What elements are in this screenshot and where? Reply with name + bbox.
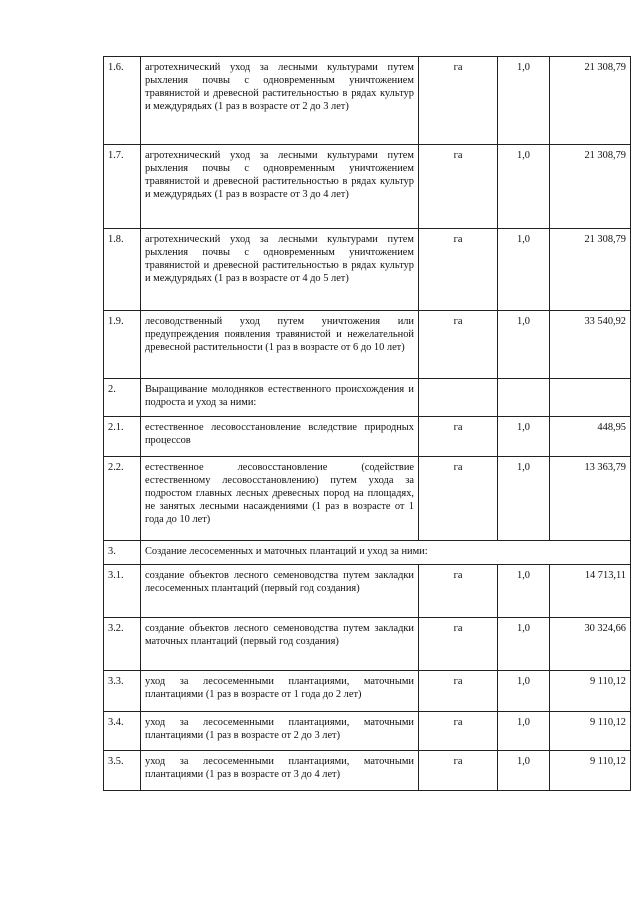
table-row (104, 145, 631, 229)
table-row (104, 751, 631, 791)
row-unit: га (419, 618, 498, 671)
row-quantity: 1,0 (498, 712, 550, 751)
section-title: Выращивание молодняков естественного происхождения и подроста и уход за ними: (141, 379, 419, 417)
row-price: 9 110,12 (550, 751, 631, 791)
table-row (104, 565, 631, 618)
row-price: 33 540,92 (550, 311, 631, 379)
row-price: 30 324,66 (550, 618, 631, 671)
section-title: Создание лесосеменных и маточных плантаций и уход за ними: (141, 541, 631, 565)
row-quantity: 1,0 (498, 229, 550, 311)
row-price: 14 713,11 (550, 565, 631, 618)
row-number: 1.9. (104, 311, 141, 379)
row-number: 3.1. (104, 565, 141, 618)
row-number: 1.6. (104, 57, 141, 145)
row-price (550, 379, 631, 417)
row-price: 9 110,12 (550, 671, 631, 712)
section-number: 3. (104, 541, 141, 565)
table-row (104, 712, 631, 751)
row-description: агротехнический уход за лесными культурами путем рыхления почвы с одновременным уничтожением травянистой и древесной растительностью в рядах культур и междурядьях (1 раз в возрасте от 2 до 3 лет) (141, 57, 419, 145)
row-description: естественное лесовосстановление вследствие природных процессов (141, 417, 419, 457)
row-unit: га (419, 457, 498, 541)
row-description: создание объектов лесного семеноводства путем закладки маточных плантаций (первый год создания) (141, 618, 419, 671)
row-number: 1.7. (104, 145, 141, 229)
section-row (104, 379, 631, 417)
row-quantity: 1,0 (498, 565, 550, 618)
row-unit: га (419, 229, 498, 311)
row-number: 1.8. (104, 229, 141, 311)
row-unit: га (419, 565, 498, 618)
row-number: 3.2. (104, 618, 141, 671)
row-price: 9 110,12 (550, 712, 631, 751)
table-row (104, 457, 631, 541)
row-unit: га (419, 712, 498, 751)
row-number: 3.3. (104, 671, 141, 712)
row-quantity: 1,0 (498, 457, 550, 541)
row-price: 21 308,79 (550, 229, 631, 311)
table-row (104, 57, 631, 145)
table-row (104, 229, 631, 311)
row-quantity: 1,0 (498, 417, 550, 457)
section-number: 2. (104, 379, 141, 417)
row-description: уход за лесосеменными плантациями, маточными плантациями (1 раз в возрасте от 3 до 4 лет) (141, 751, 419, 791)
row-number: 3.5. (104, 751, 141, 791)
row-quantity: 1,0 (498, 57, 550, 145)
table-row (104, 671, 631, 712)
row-unit: га (419, 145, 498, 229)
row-price: 13 363,79 (550, 457, 631, 541)
row-description: естественное лесовосстановление (содействие естественному лесовосстановлению) путем ухода за подростом главных лесных древесных пород на площадях, не занятых лесными насаждениями (1 раз в возрасте от 1 года до 10 лет) (141, 457, 419, 541)
row-number: 3.4. (104, 712, 141, 751)
section-row (104, 541, 631, 565)
table-row (104, 311, 631, 379)
row-price: 21 308,79 (550, 57, 631, 145)
row-unit: га (419, 417, 498, 457)
row-description: уход за лесосеменными плантациями, маточными плантациями (1 раз в возрасте от 1 года до 2 лет) (141, 671, 419, 712)
row-unit: га (419, 751, 498, 791)
rates-table (103, 56, 631, 791)
row-description: создание объектов лесного семеноводства путем закладки лесосеменных плантаций (первый год создания) (141, 565, 419, 618)
row-quantity (498, 379, 550, 417)
row-quantity: 1,0 (498, 145, 550, 229)
row-price: 448,95 (550, 417, 631, 457)
row-number: 2.2. (104, 457, 141, 541)
table-row (104, 618, 631, 671)
row-unit: га (419, 57, 498, 145)
row-quantity: 1,0 (498, 671, 550, 712)
row-price: 21 308,79 (550, 145, 631, 229)
row-quantity: 1,0 (498, 311, 550, 379)
row-description: агротехнический уход за лесными культурами путем рыхления почвы с одновременным уничтожением травянистой и древесной растительностью в рядах культур и междурядьях (1 раз в возрасте от 3 до 4 лет) (141, 145, 419, 229)
row-description: лесоводственный уход путем уничтожения или предупреждения появления травянистой и нежелательной древесной растительности (1 раз в возрасте от 6 до 10 лет) (141, 311, 419, 379)
row-unit: га (419, 671, 498, 712)
row-number: 2.1. (104, 417, 141, 457)
row-unit (419, 379, 498, 417)
table-row (104, 417, 631, 457)
row-quantity: 1,0 (498, 751, 550, 791)
row-quantity: 1,0 (498, 618, 550, 671)
row-unit: га (419, 311, 498, 379)
row-description: агротехнический уход за лесными культурами путем рыхления почвы с одновременным уничтожением травянистой и древесной растительностью в рядах культур и междурядьях (1 раз в возрасте от 4 до 5 лет) (141, 229, 419, 311)
row-description: уход за лесосеменными плантациями, маточными плантациями (1 раз в возрасте от 2 до 3 лет) (141, 712, 419, 751)
